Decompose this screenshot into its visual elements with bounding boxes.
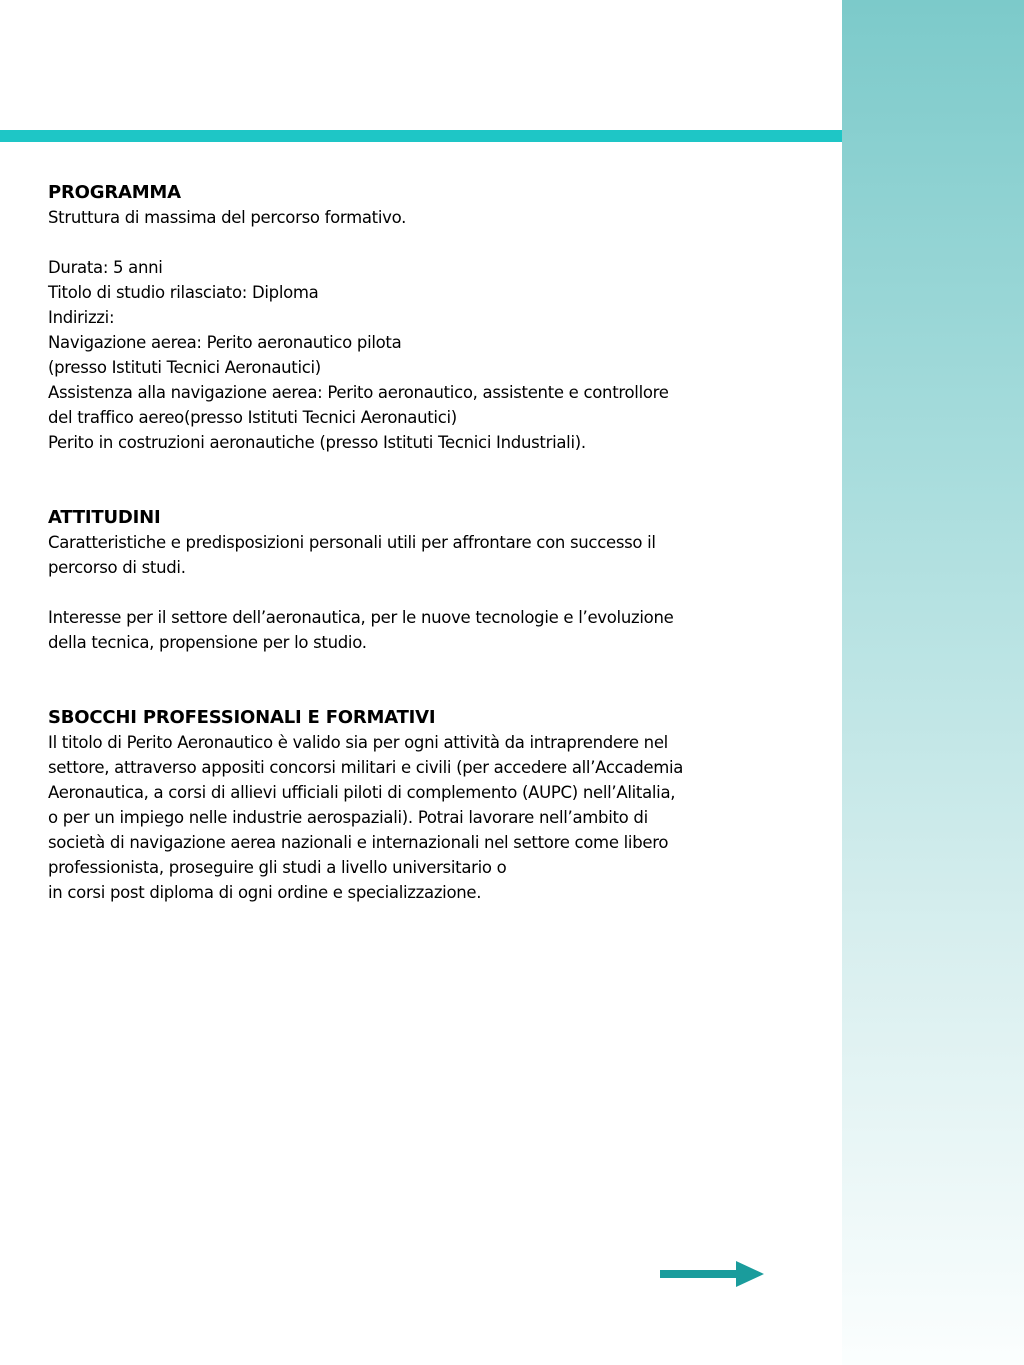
sbocchi-line: società di navigazione aerea nazionali e internazionali nel settore come libero: [48, 833, 669, 852]
attitudini-heading: ATTITUDINI: [48, 507, 161, 528]
programma-line: Navigazione aerea: Perito aeronautico pilota: [48, 333, 402, 352]
arrow-right-icon: [660, 1260, 764, 1288]
section-programma: [48, 180, 768, 455]
next-page-button[interactable]: [660, 1260, 764, 1288]
sbocchi-line: settore, attraverso appositi concorsi militari e civili (per accedere all’Accademia: [48, 758, 684, 777]
attitudini-line: della tecnica, propensione per lo studio.: [48, 633, 367, 652]
programma-line: Durata: 5 anni: [48, 258, 163, 277]
attitudini-subtitle: percorso di studi.: [48, 558, 186, 577]
section-attitudini: [48, 505, 768, 655]
sbocchi-heading: SBOCCHI PROFESSIONALI E FORMATIVI: [48, 707, 436, 728]
decorative-side-panel: [842, 0, 1024, 1365]
sbocchi-line: o per un impiego nelle industrie aerospaziali). Potrai lavorare nell’ambito di: [48, 808, 648, 827]
attitudini-subtitle: Caratteristiche e predisposizioni personali utili per affrontare con successo il: [48, 533, 656, 552]
programma-line: Perito in costruzioni aeronautiche (presso Istituti Tecnici Industriali).: [48, 433, 586, 452]
document-body: [48, 180, 768, 905]
programma-subtitle: Struttura di massima del percorso formativo.: [48, 208, 407, 227]
programma-line: del traffico aereo(presso Istituti Tecnici Aeronautici): [48, 408, 457, 427]
programma-heading: PROGRAMMA: [48, 182, 181, 203]
programma-line: Indirizzi:: [48, 308, 115, 327]
sbocchi-line: professionista, proseguire gli studi a livello universitario o: [48, 858, 507, 877]
section-sbocchi: [48, 705, 768, 905]
header-divider: [0, 130, 842, 142]
programma-line: Assistenza alla navigazione aerea: Perito aeronautico, assistente e controllore: [48, 383, 669, 402]
sbocchi-line: Il titolo di Perito Aeronautico è valido sia per ogni attività da intraprendere nel: [48, 733, 668, 752]
attitudini-line: Interesse per il settore dell’aeronautica, per le nuove tecnologie e l’evoluzione: [48, 608, 674, 627]
sbocchi-line: in corsi post diploma di ogni ordine e specializzazione.: [48, 883, 482, 902]
sbocchi-line: Aeronautica, a corsi di allievi ufficiali piloti di complemento (AUPC) nell’Alitalia,: [48, 783, 676, 802]
programma-line: Titolo di studio rilasciato: Diploma: [48, 283, 319, 302]
programma-line: (presso Istituti Tecnici Aeronautici): [48, 358, 321, 377]
